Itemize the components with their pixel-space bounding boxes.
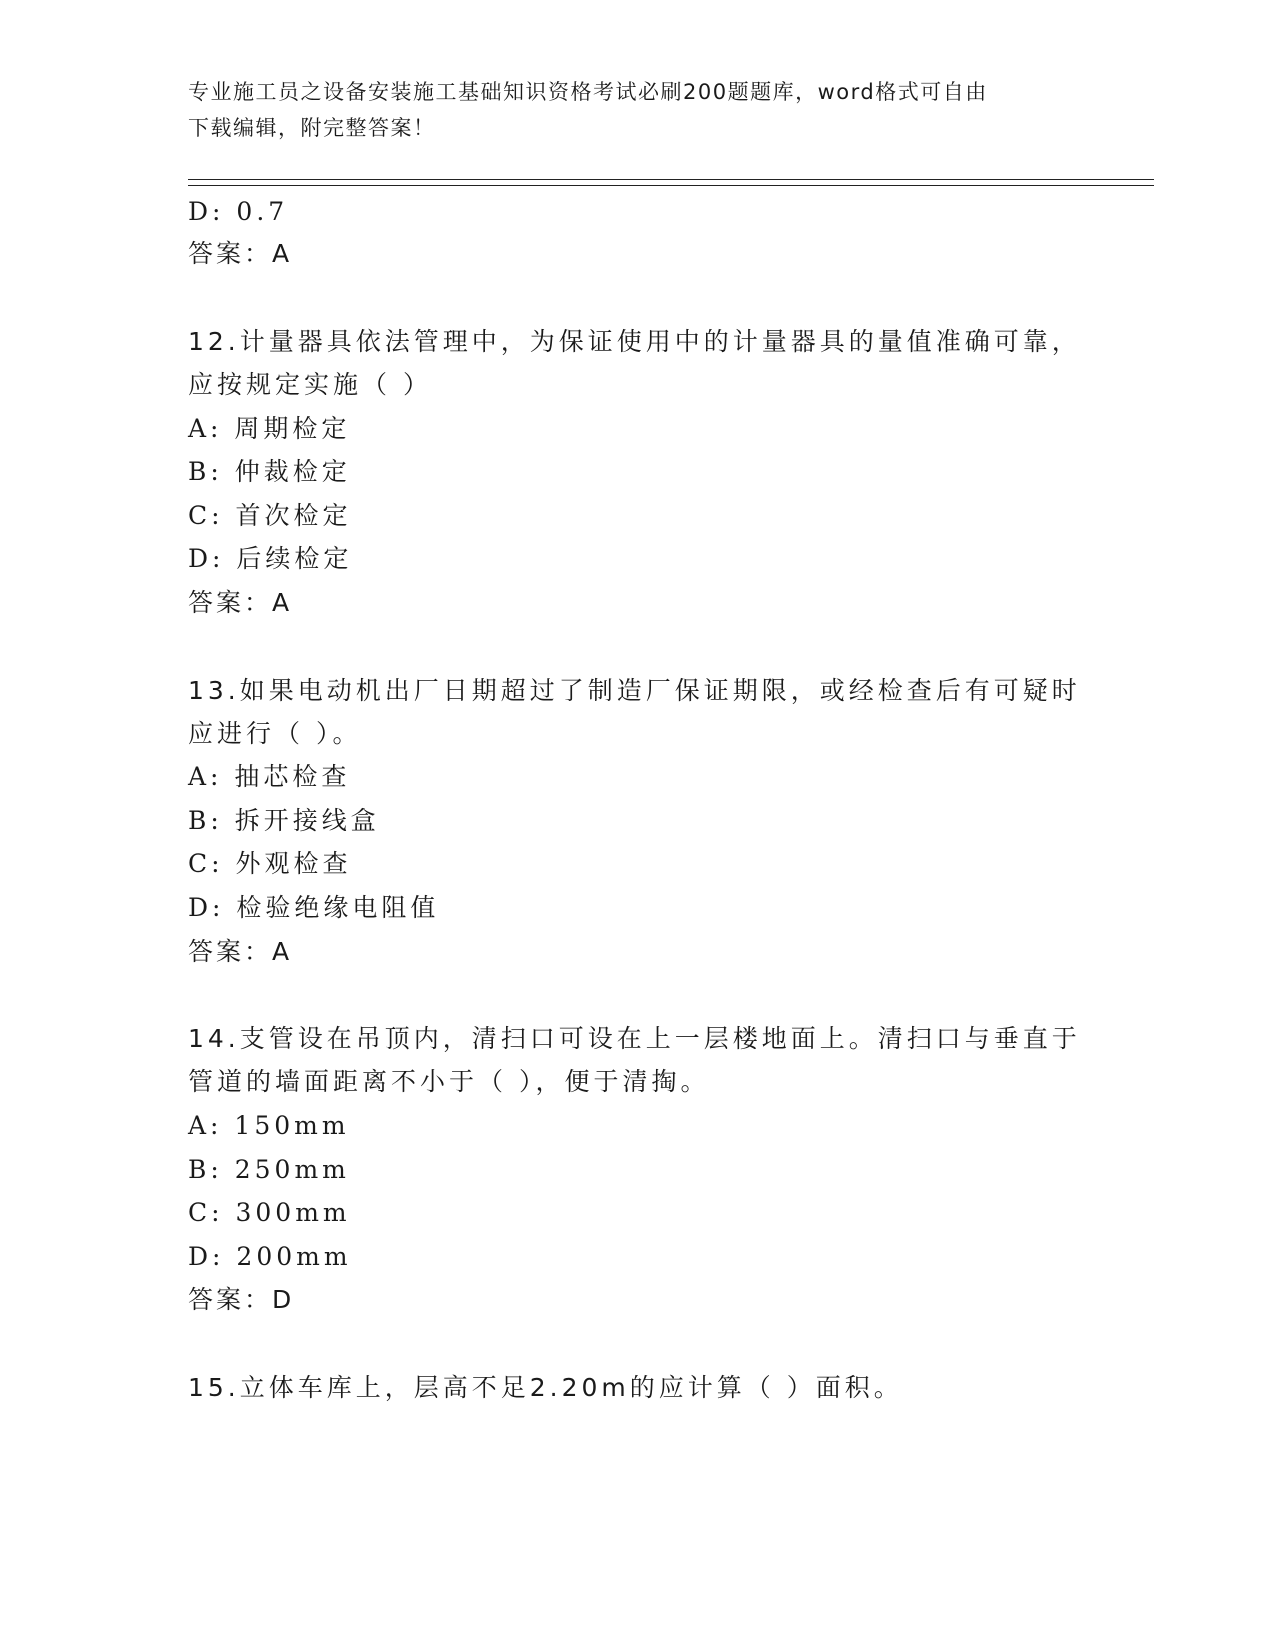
q14-option-a: A: 150mm [188,1111,350,1140]
q13-option-b: B: 拆开接线盒 [188,806,380,835]
q12-option-c: C: 首次检定 [188,501,352,530]
q13-answer: 答案：A [188,937,293,966]
header-line-2: 下载编辑，附完整答案！ [188,116,436,140]
q14-stem-line-2: 管道的墙面距离不小于（ ），便于清掏。 [188,1067,710,1096]
header-divider-top [188,179,1154,180]
q12-option-d: D: 后续检定 [188,544,353,573]
q12-option-a: A: 周期检定 [188,414,351,443]
document-header [188,74,1088,146]
q14-answer: 答案：D [188,1285,295,1314]
prev-answer: 答案：A [188,239,293,268]
q13-option-c: C: 外观检查 [188,849,352,878]
q13-option-a: A: 抽芯检查 [188,762,351,791]
header-line-1: 专业施工员之设备安装施工基础知识资格考试必刷200题题库，word格式可自由 [188,80,988,104]
q13-option-d: D: 检验绝缘电阻值 [188,893,440,922]
header-divider-bottom [188,185,1154,186]
q14-option-c: C: 300mm [188,1198,351,1227]
q14-stem-line-1: 14.支管设在吊顶内，清扫口可设在上一层楼地面上。清扫口与垂直于 [188,1024,1081,1053]
q14-option-d: D: 200mm [188,1242,352,1271]
q12-answer: 答案：A [188,588,293,617]
q13-stem-line-2: 应进行（ ）。 [188,719,362,748]
prev-option-d: D: 0.7 [188,197,289,226]
q12-option-b: B: 仲裁检定 [188,457,351,486]
q12-stem-line-2: 应按规定实施（ ） [188,370,432,399]
q14-option-b: B: 250mm [188,1155,350,1184]
q12-stem-line-1: 12.计量器具依法管理中，为保证使用中的计量器具的量值准确可靠， [188,327,1081,356]
q15-stem-line-1: 15.立体车库上，层高不足2.20m的应计算（ ）面积。 [188,1373,903,1402]
q13-stem-line-1: 13.如果电动机出厂日期超过了制造厂保证期限，或经检查后有可疑时 [188,676,1081,705]
